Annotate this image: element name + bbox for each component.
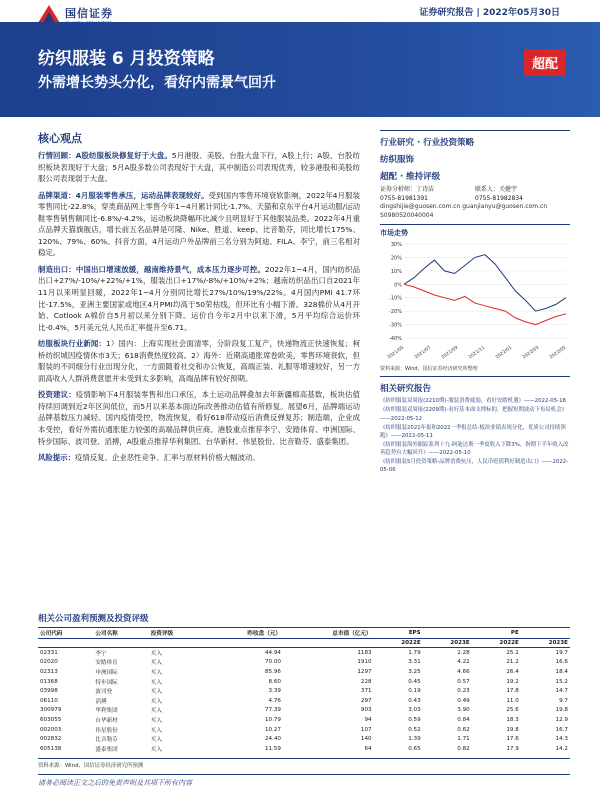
table-cell: 228 xyxy=(360,678,372,685)
table-title: 相关公司盈利预测及投资评级 xyxy=(38,614,149,624)
x-tick-label: 2022/03 xyxy=(521,345,541,361)
table-cell: 0.23 xyxy=(457,688,470,695)
table-cell: 安踏体育 xyxy=(95,660,118,667)
table-cell: 比音勒芬 xyxy=(95,737,118,744)
paragraph-body: 1）国内：上海实现社会面清零，分阶段复工复产，快递物流正快速恢复；柯桥纺织城因疫情休市3天；618消费热度较高。2）海外：近期高通胀席卷欧美，零售环境衰软，但服装的不同细分行业出现分化，一方面随着社交和办公恢复，高端正装、礼服等增速较好，另一方面高收入人群消费意愿并未受到太多影响，高端品牌有较好预期。 xyxy=(38,339,360,383)
table-cell: 02331 xyxy=(40,649,58,656)
related-report-item[interactable]: 《纺织服装5月投资策略-品牌消费抗压，人民币贬值利好制造出口》——2022-05-06 xyxy=(380,459,569,474)
table-cell: 77.39 xyxy=(264,707,281,714)
contact-name: 联系人：关健宇 xyxy=(475,186,518,193)
table-cell: 0.57 xyxy=(457,678,470,685)
analyst-emails: dingshijie@guosen.com.cn guanjianyu@guosen.com.cn xyxy=(380,203,548,210)
table-header: EPS xyxy=(374,628,423,639)
x-tick-label: 2022/01 xyxy=(494,345,514,361)
table-cell: 0.43 xyxy=(408,697,421,704)
table-cell: 2.28 xyxy=(457,649,470,656)
table-cell: 买入 xyxy=(150,698,162,705)
table-subheader: 2022E xyxy=(374,639,423,648)
trend-chart-svg xyxy=(380,240,570,360)
table-cell: 李宁 xyxy=(95,650,107,657)
y-tick-label: -20% xyxy=(389,309,402,316)
table-cell: 605138 xyxy=(40,745,62,752)
table-cell: 9.7 xyxy=(559,697,568,704)
table-cell: 盛泰集团 xyxy=(95,746,118,753)
y-tick-label: -30% xyxy=(389,322,402,329)
related-reports-list xyxy=(380,397,570,474)
table-cell: 300979 xyxy=(40,707,62,714)
table-cell: 滔搏 xyxy=(95,698,107,705)
y-tick-label: 20% xyxy=(390,255,402,262)
table-cell: 44.94 xyxy=(264,649,281,656)
table-cell: 25.1 xyxy=(506,649,519,656)
paragraph-lead: 纺服板块行业新闻： xyxy=(38,339,106,349)
table-row xyxy=(38,744,570,754)
paragraph-body: 受到国内零售环境衰软影响，2022年4月服装零售同比-22.8%，穿类商品网上零售今年1~4月累计同比-1.7%。天猫和京东平台4月运动服/运动鞋零售销售额同比-6.8%/-4.2%，运动板块降幅环比减少且明显好于其他服装品类。2022年4月重点品牌天猫旗舰店，增长前五名品牌是可隆、Nike、胜道、keep、比音勒芬，同比增长175%、120%、79%、60%。抖音方面，4月运动户外品牌前三名分别为阿迪、FILA、李宁，前三名相对稳定。 xyxy=(38,190,360,258)
table-subheader: 2023E xyxy=(423,639,472,648)
table-cell: 26.4 xyxy=(506,668,519,675)
table-cell: 4.76 xyxy=(268,697,281,704)
core-paragraph xyxy=(38,452,360,464)
table-header xyxy=(423,628,472,639)
table-cell: 特步国际 xyxy=(95,679,118,686)
table-cell: 伟星股份 xyxy=(95,727,118,734)
table-cell: 16.7 xyxy=(555,726,568,733)
table-cell: 4.66 xyxy=(457,668,470,675)
table-subheader xyxy=(93,639,148,648)
table-cell: 03998 xyxy=(40,688,58,695)
table-cell: 华利集团 xyxy=(95,708,118,715)
table-row xyxy=(38,734,570,744)
table-cell: 002832 xyxy=(40,736,62,743)
table-cell: 297 xyxy=(360,697,372,704)
title-banner xyxy=(0,22,600,117)
table-cell: 0.45 xyxy=(408,678,421,685)
table-cell: 波司登 xyxy=(95,689,113,696)
market-trend-chart xyxy=(380,224,570,372)
chart-source: 资料来源：Wind、国信证券经济研究所整理 xyxy=(380,366,478,373)
analyst-cert: S0980520040004 xyxy=(380,211,434,219)
table-cell: 18.3 xyxy=(506,716,519,723)
y-tick-label: 10% xyxy=(390,269,402,276)
related-report-item[interactable]: 《纺织服装海外跟踪系列十九-阿迪达斯一季度收入下降3%，指期下半年收入改善趋势有大幅回升》——2022-05-10 xyxy=(380,441,569,457)
paragraph-body: 2022年1~4月，国内纺织品出口+27%/-10%/+22%/+1%，服装出口+17%/-8%/+10%/+2%；越南纺织品出口自2021年11月以来明显回暖，2022年1~4月分别同比增长27%/10%/19%/22%。4月国内PMI 41.7环比-17.5%，亚洲主要国家或地区4月PMI均高于50荣枯线，但环比有小幅下滑。328棉价从4月开始、Cotlook A棉价自5月初以来分别下降。运价自今年2月中以来下滑，5月平均综合运价环比-0.4%，5月美元兑人民币汇率提升至6.71。 xyxy=(38,264,360,332)
table-cell: 买入 xyxy=(150,650,162,657)
x-tick-label: 2022/05 xyxy=(548,345,568,361)
analyst-phone: 0755-81981391 xyxy=(380,195,428,202)
table-cell: 买入 xyxy=(150,679,162,686)
forecast-table-section xyxy=(38,612,570,769)
guosen-logo-icon xyxy=(38,5,60,23)
table-cell: 12.9 xyxy=(555,716,568,723)
table-cell: 申洲国际 xyxy=(95,669,118,676)
report-title: 纺织服装 6 月投资策略 xyxy=(38,49,215,69)
table-cell: 1297 xyxy=(357,668,372,675)
y-tick-label: -40% xyxy=(389,336,402,343)
table-cell: 买入 xyxy=(150,660,162,667)
core-paragraph xyxy=(38,190,360,259)
analyst-names xyxy=(380,185,570,194)
x-tick-label: 2021/05 xyxy=(386,345,406,361)
table-cell: 11.0 xyxy=(506,697,519,704)
table-cell: 买入 xyxy=(150,708,162,715)
table-cell: 0.82 xyxy=(457,745,470,752)
table-header: 投资评级 xyxy=(149,628,204,639)
table-subheader: 2022E xyxy=(472,639,521,648)
table-cell: 0.49 xyxy=(457,697,470,704)
related-report-item[interactable]: 《纺织服装双周报(2209期)-看好基本面支撑标的，把握短期波动下布局机会》——2022-05-12 xyxy=(380,407,567,422)
table-cell: 3.90 xyxy=(457,707,470,714)
table-cell: 140 xyxy=(360,736,372,743)
x-tick-label: 2021/11 xyxy=(467,345,487,361)
table-row xyxy=(38,686,570,696)
table-cell: 19.8 xyxy=(506,726,519,733)
table-row xyxy=(38,725,570,735)
table-header xyxy=(521,628,570,639)
table-cell: 10.79 xyxy=(264,716,281,723)
table-cell: 台华新材 xyxy=(95,717,118,724)
table-cell: 21.2 xyxy=(506,659,519,666)
table-cell: 4.22 xyxy=(457,659,470,666)
table-subheader xyxy=(149,639,204,648)
report-category: 行业研究 · 行业投资策略 xyxy=(380,138,475,148)
core-paragraph xyxy=(38,338,360,384)
table-cell: 16.6 xyxy=(555,659,568,666)
table-cell: 19.8 xyxy=(555,707,568,714)
table-cell: 02020 xyxy=(40,659,58,666)
paragraph-lead: 风险提示： xyxy=(38,453,75,463)
forecast-table xyxy=(38,627,570,754)
table-cell: 25.6 xyxy=(506,707,519,714)
top-bar xyxy=(0,0,600,22)
table-header: PE xyxy=(472,628,521,639)
table-header: 公司代码 xyxy=(38,628,93,639)
table-cell: 10.27 xyxy=(264,726,281,733)
table-cell: 17.9 xyxy=(506,745,519,752)
core-paragraph xyxy=(38,389,360,447)
related-report-item[interactable]: 《纺织服装双周报(2210期)-服装消费疲弱，看好安踏机遇》——2022-05-18 xyxy=(380,398,566,405)
core-paragraph xyxy=(38,264,360,333)
table-cell: 1.39 xyxy=(408,736,421,743)
paragraph-lead: 品牌渠道：4月服装零售承压，运动品牌表现较好。 xyxy=(38,190,209,200)
paragraph-body: 疫情影响下4月服装零售和出口承压，本土运动品牌叠加去年新疆棉高基数，板块估值持续回调到近2年区间低位，而5月以来基本面边际改善推动估值有所修复。展望6月，品牌端运动品牌基数压力减轻、国内疫情受控，物流恢复，看好618带动疫后消费反弹复苏；制造端，企业成本受控，看好外需抗通胀能力较强的高端品牌供应商。港股重点推荐李宁、安踏体育、申洲国际、特步国际、波司登、滔搏，A股重点推荐华利集团、台华新材、伟星股份、比音勒芬、盛泰集团。 xyxy=(38,390,360,446)
footer-disclaimer: 请务必阅读正文之后的免责声明及其项下所有内容 xyxy=(38,779,192,787)
table-cell: 买入 xyxy=(150,727,162,734)
paragraph-body: 疫情反复、企业恶性竞争、汇率与原材料价格大幅波动。 xyxy=(74,453,260,463)
table-cell: 19.2 xyxy=(506,678,519,685)
table-cell: 107 xyxy=(360,726,372,733)
contact-phone: 0755-81982834 xyxy=(475,195,523,202)
table-cell: 0.65 xyxy=(408,745,421,752)
table-cell: 371 xyxy=(360,688,372,695)
core-views-section xyxy=(38,130,360,469)
table-subheader xyxy=(38,639,93,648)
table-cell: 19.7 xyxy=(555,649,568,656)
related-reports-title: 相关研究报告 xyxy=(380,384,432,395)
table-row xyxy=(38,658,570,668)
report-subtitle: 外需增长势头分化，看好内需景气回升 xyxy=(38,75,276,91)
table-cell: 01368 xyxy=(40,678,58,685)
table-cell: 002003 xyxy=(40,726,62,733)
table-subheader xyxy=(283,639,374,648)
table-row xyxy=(38,706,570,716)
table-cell: 3.31 xyxy=(408,659,421,666)
table-subheader xyxy=(204,639,283,648)
table-cell: 1.71 xyxy=(457,736,470,743)
table-cell: 02313 xyxy=(40,668,58,675)
table-source: 资料来源：Wind、国信证券经济研究所预测 xyxy=(38,758,570,769)
sidebar xyxy=(380,130,570,475)
industry-name: 纺织服饰 xyxy=(380,155,415,165)
y-tick-label: -10% xyxy=(389,296,402,303)
table-cell: 0.84 xyxy=(457,716,470,723)
table-cell: 17.6 xyxy=(506,736,519,743)
table-cell: 0.62 xyxy=(457,726,470,733)
table-cell: 0.52 xyxy=(408,726,421,733)
table-row xyxy=(38,696,570,706)
logo-text-cn: 国信证券 xyxy=(65,7,113,20)
series-line xyxy=(404,255,566,311)
table-cell: 85.96 xyxy=(264,668,281,675)
table-cell: 买入 xyxy=(150,717,162,724)
core-paragraph xyxy=(38,150,360,185)
table-cell: 14.2 xyxy=(555,745,568,752)
core-views-title: 核心观点 xyxy=(38,132,82,145)
table-header: 昨收盘（元） xyxy=(204,628,283,639)
y-tick-label: 30% xyxy=(390,242,402,249)
table-cell: 3.39 xyxy=(268,688,281,695)
table-row xyxy=(38,648,570,658)
y-tick-label: 0% xyxy=(394,282,402,289)
table-cell: 903 xyxy=(360,707,372,714)
table-cell: 70.00 xyxy=(264,659,281,666)
table-cell: 3.03 xyxy=(408,707,421,714)
table-cell: 买入 xyxy=(150,746,162,753)
table-cell: 17.8 xyxy=(506,688,519,695)
table-cell: 买入 xyxy=(150,737,162,744)
report-type-date: 证券研究报告 | 2022年05月30日 xyxy=(419,8,560,18)
table-cell: 0.19 xyxy=(408,688,421,695)
table-cell: 603055 xyxy=(40,716,62,723)
table-cell: 1.79 xyxy=(408,649,421,656)
industry-rating: 超配 · 维持评级 xyxy=(380,172,441,182)
table-cell: 8.60 xyxy=(268,678,281,685)
table-cell: 14.7 xyxy=(555,688,568,695)
table-row xyxy=(38,715,570,725)
table-cell: 1183 xyxy=(357,649,372,656)
table-cell: 1910 xyxy=(357,659,372,666)
chart-title: 市场走势 xyxy=(380,229,408,238)
table-cell: 94 xyxy=(364,716,372,723)
table-cell: 0.59 xyxy=(408,716,421,723)
rating-badge: 超配 xyxy=(524,49,566,76)
paragraph-lead: 投资建议： xyxy=(38,390,76,400)
table-cell: 18.4 xyxy=(555,668,568,675)
x-tick-label: 2021/07 xyxy=(413,345,433,361)
table-row xyxy=(38,677,570,687)
x-tick-label: 2021/09 xyxy=(440,345,460,361)
table-cell: 06110 xyxy=(40,697,58,704)
table-cell: 买入 xyxy=(150,669,162,676)
paragraph-lead: 制造出口：中国出口增速放缓，越南维持景气，成本压力逐步可控。 xyxy=(38,264,265,274)
table-header: 公司名称 xyxy=(93,628,148,639)
table-cell: 64 xyxy=(364,745,372,752)
table-subheader: 2023E xyxy=(521,639,570,648)
table-cell: 24.40 xyxy=(264,736,281,743)
table-row xyxy=(38,667,570,677)
series-line xyxy=(404,285,566,325)
table-cell: 3.25 xyxy=(408,668,421,675)
analyst-phones xyxy=(380,194,570,203)
paragraph-body: 5月港股、美股、台股大盘下行，A股上行；A股、台股纺织板块表现好于大盘；5月A股多数公司表现好于大盘，其中制造公司表现优秀，较多港股和美股纺服公司表现弱于大盘。 xyxy=(38,151,360,184)
analyst-name: 证券分析师：丁诗洁 xyxy=(380,186,435,193)
table-header: 总市值（亿元） xyxy=(283,628,374,639)
related-report-item[interactable]: 《纺织服装2021年报和2022一季报总结-板块业绩表现分化，优质公司持续领跑》——2022-05-11 xyxy=(380,424,566,439)
table-cell: 11.59 xyxy=(264,745,281,752)
table-cell: 15.2 xyxy=(555,678,568,685)
table-cell: 买入 xyxy=(150,689,162,696)
table-cell: 14.3 xyxy=(555,736,568,743)
paragraph-lead: 行情回顾：A股纺服板块修复好于大盘。 xyxy=(38,151,172,160)
